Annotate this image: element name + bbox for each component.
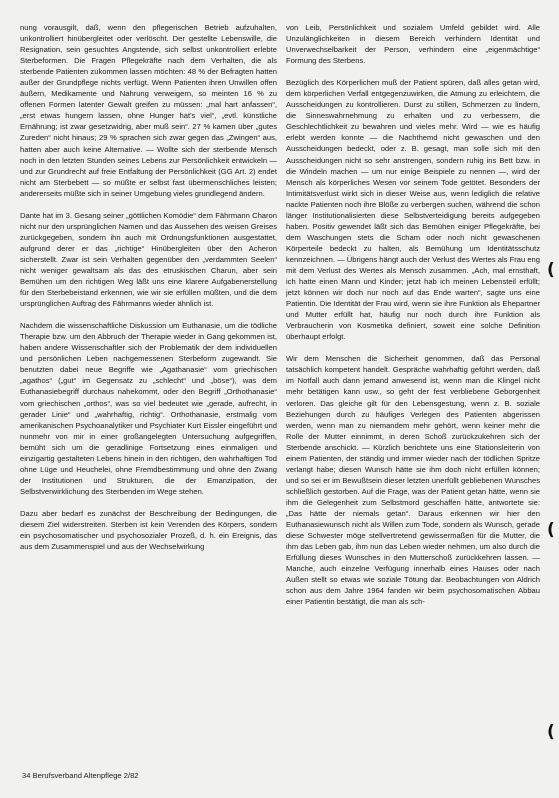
paragraph: Dazu aber bedarf es zunächst der Beschreibung der Bedingungen, die diesem Ziel widerstreiten. Sterben ist kein Verenden des Körpers, sondern ein psychosomatischer und psychosozialer Prozeß, d. h. ein Ereignis, das aus dem Zusammenspiel und aus der Wechselwirkung bbox=[20, 508, 277, 552]
paragraph: nung vorausgilt, daß, wenn den pflegerischen Betrieb aufzuhalten, unkontrolliert hinübergleitet oder verlöscht. Der gestellte Lebenswille, die Resignation, sein gesuchtes Angstende, sich selbst unkontrolliert erlebte Sterbeformen. Die Fragen Pflegekräfte nach dem Verhalten, die als sterbende Patienten zukommen lassen möchten: 48 % der Befragten hatten außer der Grundpflege nichts verfügt. Wenn Patienten ihren Unwillen offen äußern, Medikamente und Nahrung verweigern, so meinten 16 % zu offenen Formen latenter Gewalt greifen zu müssen: „mal hart anfassen“, „erst etwas hungern lassen, ohne Hunger hat's viel“, „evtl. künstliche Ernährung; ist zwar gesetzwidrig, aber muß sein“. 27 % kamen über „gutes Zureden“ nicht hinaus; 29 % sprachen sich zwar gegen das „Zwingen“ aus, hatten aber auch keine Alternative. — Wollte sich der sterbende Mensch noch in den letzten Stunden seines Lebens zur Persönlichkeit entwickeln — und zur Grundrecht auf freie Entfaltung der Persönlichkeit (GG Art. 2) endet nicht am Sterbebett — so müßte er selbst fast übermenschliches leisten; andererseits müßte sich in seiner Umgebung vieles grundlegend ändern. bbox=[20, 23, 277, 198]
page-footer: 34 Berufsverband Altenpflege 2/82 bbox=[22, 771, 139, 780]
paragraph: Wir dem Menschen die Sicherheit genommen, daß das Personal tatsächlich kompetent handelt. Gespräche wahrhaftig geführt werden, daß im Notfall auch dann jemand anwesend ist, wenn man die Klingel nicht mehr betätigen kann usw., so geht der fest verbliebene Geborgenheit verloren. Das gleiche gilt für den Lebensgestung, wenn z. B. soziale Beziehungen durch zu häufiges Verlegen des Patienten abgerissen werden, wenn man zu niemandem mehr gehört, wenn keiner mehr die Rolle der Mutter einnimmt, in deren Schoß zurückzukehren sich der Sterbende anschickt. — Kürzlich berichtete uns eine Stationsleiterin von einem Patienten, der ständig und immer wieder nach der tödlichen Spritze verlangt habe; diesen Wunsch hätte sie ihm doch nicht erfüllen können; und so sei er im Bewußtsein dieser letzten unerfüllt gebliebenen Wunsches schließlich gestorben. Auf die Frage, was der Patient getan hätte, wenn sie ihm die Gelegenheit zum Selbstmord geschaffen hätte, antwortete sie: „Das hätte der niemals getan“. Daraus erkennen wir hier den Euthanasiewunsch nicht als Willen zum Tode, sondern als Wunsch, gerade diese Schwester möge stellvertretend gewissermaßen für die Mutter, die ihm das Leben gab, ihm nun das Leben wieder nehmen, um also durch die Erfüllung dieses Wunsches in den Mutterschoß zurückkehren lassen. — Manche, auch einzelne Verfügung innerhalb eines Hauses oder nach Außen stellt so etwas wie soziale Tötung dar. Beobachtungen von Aldrich schon aus dem Jahre 1964 fanden wir beim psychosomatischen Abbau einer Patientin bestätigt, die man als sch- bbox=[286, 354, 540, 607]
paragraph: Bezüglich des Körperlichen muß der Patient spüren, daß alles getan wird, dem körperlichen Verfall entgegenzuwirken, die Atmung zu erleichtern, die Ausscheidungen zu kontrollieren. Durst zu stillen, Schmerzen zu lindern, die Sinneswahrnehmung zu erhalten und zu verbessern, die Geschlechtlichkeit zu bewahren und vieles mehr. Wird — wie es häufig erlebt werden konnte — die Nachthemd nicht gewaschen und den Ausscheidungen bedeckt, oder z. B. gesagt, man solle sich mit den Ausscheidungen nicht so sehr anstrengen, sondern ruhig ins Bett bzw. in die Windeln machen — um nur einige Beispiele zu nennen —, wird der Mensch als körperliches Wesen vor seinem Tode getötet. Besonders der Intimitätsverlust wirkt sich in dieser Weise aus, wenn lediglich die relative nackte Patienten noch ihre Blöße zu verbergen suchen, während die schon länger Institutionalisierten diese Selbstverteidigung bereits aufgegeben haben. Positiv gewendet läßt sich das Bemühen einiger Pflegekräfte, bei dem Waschungen stets die Scham oder noch nicht gewaschenen Körperteile bedeckt zu halten, als Bemühung um Identitätsschutz kennzeichnen. — Übrigens hängt auch der Verlust des Wertes als Frau eng mit dem Verlust des Wertes als Mensch zusammen. „Ach, mal ernsthaft, ich hatte einen Mann und Kinder; jetzt hab ich meinen Lebensteil erfüllt; jetzt können wir doch nur noch auf das Ende warten“, sagte uns eine Patientin. Die Identität der Frau wird, wenn sie ihre Funktion als Ehepartner und Mutter erfüllt hat, häufig nur noch durch ihre Funktion als Verbraucherin von Kosmetika definiert, soweit eine solche Definition überhaupt erfolgt. bbox=[286, 78, 540, 342]
paragraph: von Leib, Persönlichkeit und sozialem Umfeld gebildet wird. Alle Unzulänglichkeiten in diesem Bereich verhindern Identität und Unverwechselbarkeit der Person, verhindern eine „eigenmächtige“ Formung des Sterbens. bbox=[286, 23, 540, 66]
paragraph: Dante hat im 3. Gesang seiner „göttlichen Komödie“ dem Fährmann Charon nicht nur den ursprünglichen Namen und das Aussehen des weisen Greises zurückgegeben, sondern ihn auch mit Ordnungsfunktionen ausgestattet, aufgrund derer er das „richtige“ Hinübergleiten über den Acheron sicherstellt. Zwar ist sein Verhalten gegenüber den „verdammten Seelen“ nicht weniger gewaltsam als das des etruskischen Charun, aber sein Bemühen um den richtigen Weg läßt uns eine klarere Aufgabenerstellung für den Sterbebeistand erkennen, wie wir sie erfüllen müßten, und die dem ursprünglichen Auftrag des Fährmanns wieder ähnlich ist. bbox=[20, 210, 277, 309]
margin-mark: ( bbox=[547, 520, 555, 540]
right-column bbox=[286, 22, 540, 774]
margin-mark: ( bbox=[547, 260, 555, 280]
left-column bbox=[20, 22, 277, 774]
paragraph: Nachdem die wissenschaftliche Diskussion um Euthanasie, um die tödliche Therapie bzw. um den Abbruch der Therapie wieder in Gang gekommen ist, haben andere Wissenschaftler sich der Problematik der dem individuellen und persönlichen Leben nachgemessenen Sterbeform zugewandt. Sie benutzten dabei neue Begriffe wie „Agathanasie“ vom griechischen „agathos“ („gut“ im Gegensatz zu „schlecht“ und „böse“), was dem Euthanasiebegriff durchaus nahekommt, oder den Begriff „Orthothanasie“ vom griechischen „orthos“, was so viel bedeutet wie „gerade, aufrecht, in gerader Linie“ und „wahrhaftig, richtig“. Orthothanasie, erstmalig vom amerikanischen Psychoanalytiker und Psychiater Kurt Eissler eingeführt und nunmehr von mir in einer großangelegten Untersuchung aufgegriffen, bemüht sich um die geradlinige Fortsetzung eines einmaligen und einzigartig gestalteten Lebens hinein in den richtigen, den wahrhaftigen Tod ohne Lüge und Heuchelei, ohne Fremdbestimmung und ohne den Zwang der Institutionen und Strukturen, die der Emanzipation, der Selbstverwirklichung des Sterbenden im Wege stehen. bbox=[20, 321, 277, 496]
margin-mark: ( bbox=[547, 722, 555, 742]
